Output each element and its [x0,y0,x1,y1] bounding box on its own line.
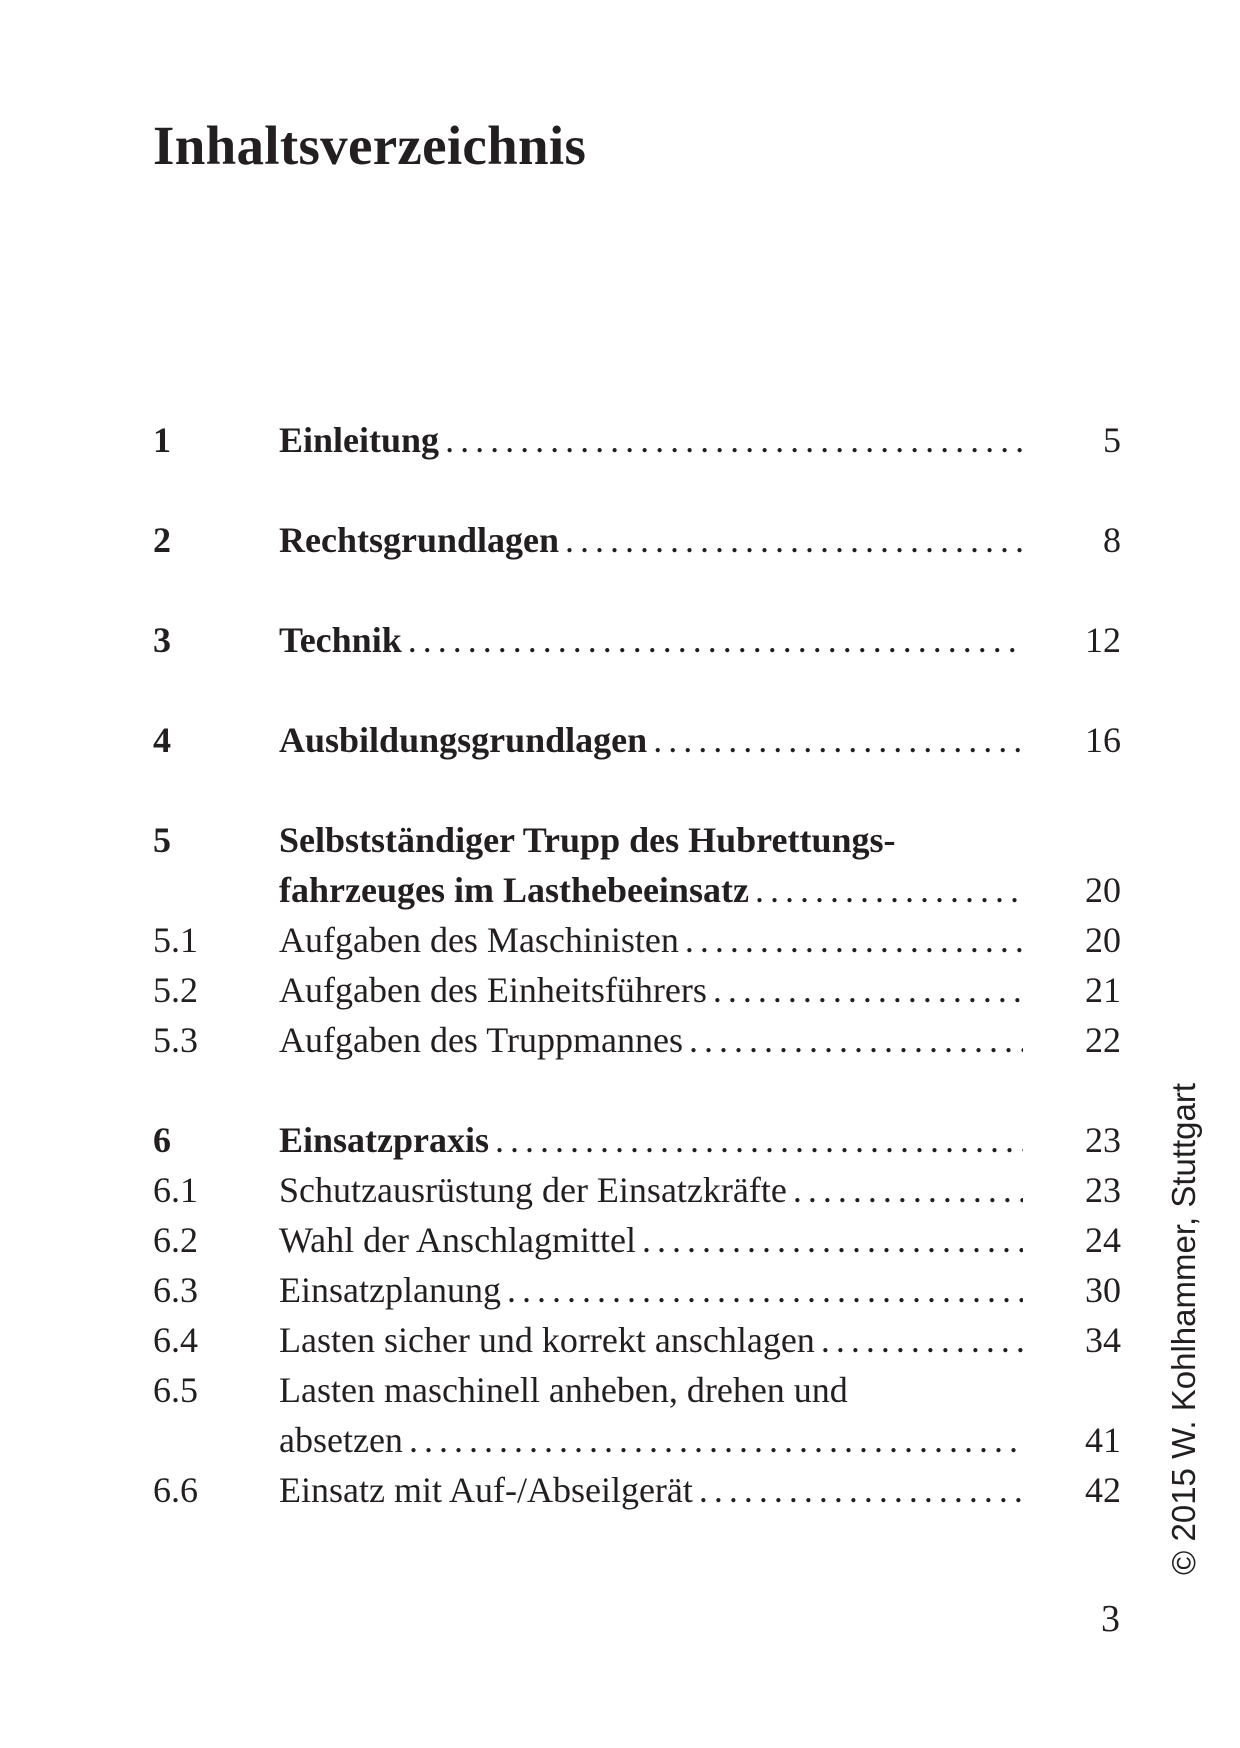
toc-entry-section-6-6[interactable] [153,1465,1121,1515]
toc-page-number: 16 [1085,720,1121,760]
toc-page-number: 21 [1085,970,1121,1010]
toc-title: Wahl der Anschlagmittel [279,1220,637,1260]
toc-number: 5.1 [153,920,198,960]
toc-page-number: 22 [1085,1020,1121,1060]
dot-leader [683,1015,1023,1065]
toc-title: Ausbildungsgrundlagen [279,720,648,760]
toc-number: 4 [153,720,171,760]
toc-title: Einsatz mit Auf-/Abseilgerät [279,1470,693,1510]
toc-entry-chapter-6[interactable] [153,1115,1121,1165]
toc-number: 6.6 [153,1470,198,1510]
toc-entry-chapter-2[interactable] [153,515,1121,565]
toc-entry-chapter-3[interactable] [153,615,1121,665]
toc-title: Rechtsgrundlagen [279,520,560,560]
toc-entry-chapter-5-continued[interactable] [153,865,1121,915]
toc-page-number: 5 [1103,420,1121,460]
dot-leader [636,1215,1023,1265]
toc-entry-section-6-5[interactable] [153,1365,1121,1415]
toc-page-number: 12 [1085,620,1121,660]
toc-title: Einsatzplanung [279,1270,501,1310]
dot-leader [749,865,1023,915]
dot-leader [559,515,1023,565]
toc-entry-chapter-4[interactable] [153,715,1121,765]
dot-leader [403,1415,1023,1465]
toc-number: 6.5 [153,1370,198,1410]
toc-title: Einsatzpraxis [279,1120,490,1160]
toc-number: 6.1 [153,1170,198,1210]
toc-entry-section-5-1[interactable] [153,915,1121,965]
toc-page-number: 24 [1085,1220,1121,1260]
toc-title-line-1: Selbstständiger Trupp des Hubrettungs- [279,820,896,860]
toc-number: 6.3 [153,1270,198,1310]
toc-title-line-1: Lasten maschinell anheben, drehen und [279,1370,848,1410]
toc-number: 5.2 [153,970,198,1010]
toc-number: 6.2 [153,1220,198,1260]
toc-title: Einleitung [279,420,440,460]
toc-number: 1 [153,420,171,460]
dot-leader [489,1115,1023,1165]
toc-title-line-2: fahrzeuges im Lasthebeeinsatz [279,870,749,910]
dot-leader [679,915,1023,965]
dot-leader [815,1315,1023,1365]
dot-leader [501,1265,1023,1315]
toc-entry-section-6-3[interactable] [153,1265,1121,1315]
toc-title: Aufgaben des Maschinisten [279,920,679,960]
toc-entry-section-6-5-continued[interactable] [153,1415,1121,1465]
dot-leader [402,615,1023,665]
toc-page-number: 20 [1085,920,1121,960]
toc-number: 5.3 [153,1020,198,1060]
toc-page-number: 20 [1085,870,1121,910]
page-title: Inhaltsverzeichnis [153,115,587,176]
toc-number: 6.4 [153,1320,198,1360]
toc-page-number: 41 [1085,1420,1121,1460]
toc-title: Lasten sicher und korrekt anschlagen [279,1320,815,1360]
toc-entry-section-6-1[interactable] [153,1165,1121,1215]
dot-leader [787,1165,1023,1215]
dot-leader [707,965,1023,1015]
toc-entry-chapter-1[interactable] [153,415,1121,465]
toc-entry-section-5-3[interactable] [153,1015,1121,1065]
toc-title-line-2: absetzen [279,1420,403,1460]
toc-page-number: 23 [1085,1120,1121,1160]
toc-page-number: 42 [1085,1470,1121,1510]
toc-entry-section-6-2[interactable] [153,1215,1121,1265]
page-number: 3 [1101,1598,1120,1640]
toc-title: Schutzausrüstung der Einsatzkräfte [279,1170,787,1210]
copyright-notice: © 2015 W. Kohlhammer, Stuttgart [1165,1082,1202,1575]
dot-leader [693,1465,1023,1515]
toc-number: 3 [153,620,171,660]
toc-page-number: 8 [1103,520,1121,560]
toc-page-number: 23 [1085,1170,1121,1210]
toc-page-number: 34 [1085,1320,1121,1360]
dot-leader [647,715,1023,765]
toc-number: 6 [153,1120,171,1160]
toc-title: Aufgaben des Einheitsführers [279,970,707,1010]
toc-page-number: 30 [1085,1270,1121,1310]
toc-title: Aufgaben des Truppmannes [279,1020,683,1060]
toc-entry-section-6-4[interactable] [153,1315,1121,1365]
toc-entry-section-5-2[interactable] [153,965,1121,1015]
toc-title: Technik [279,620,402,660]
toc-entry-chapter-5[interactable] [153,815,1121,865]
dot-leader [439,415,1023,465]
toc-number: 2 [153,520,171,560]
toc-number: 5 [153,820,171,860]
